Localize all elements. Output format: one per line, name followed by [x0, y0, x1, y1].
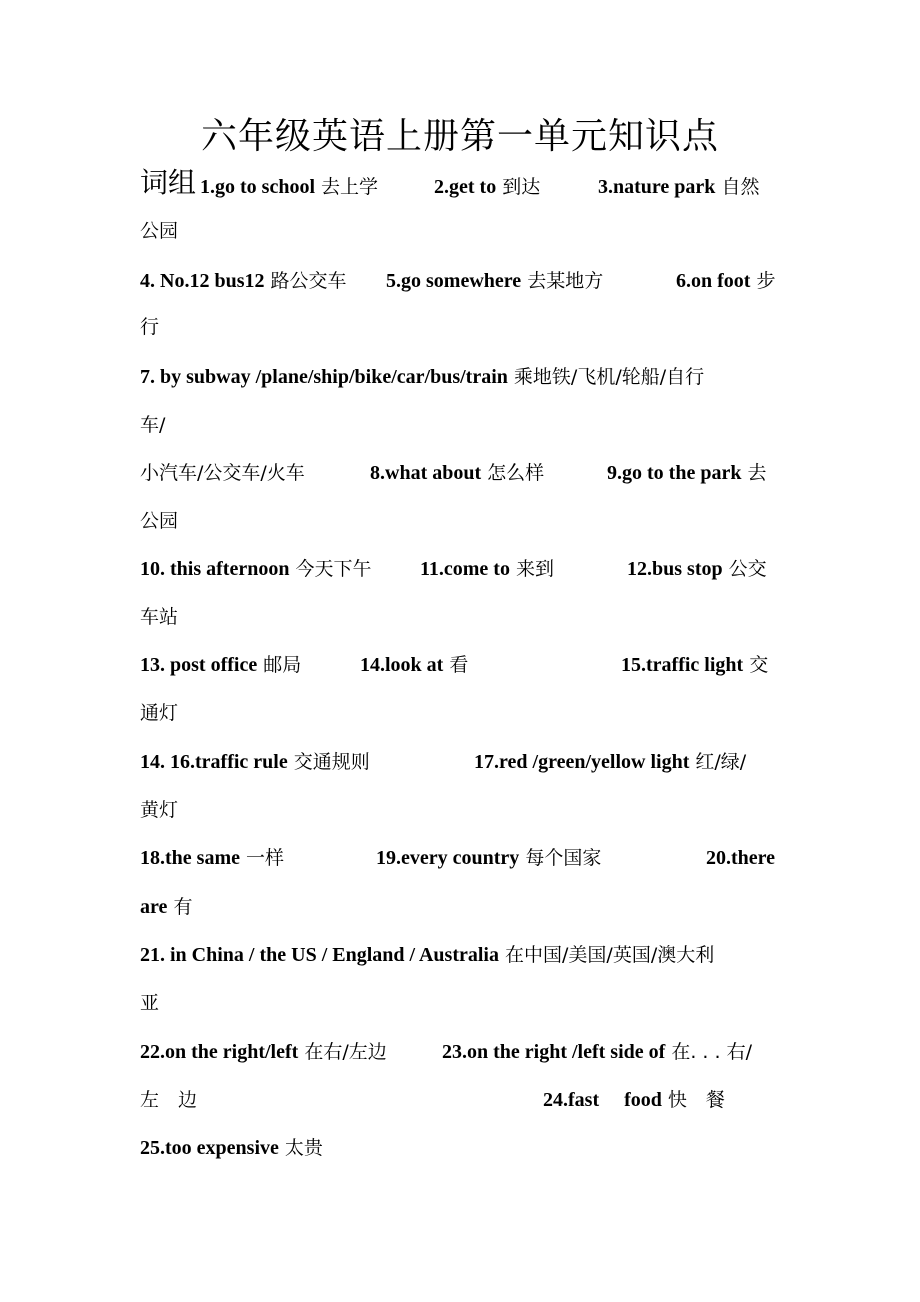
phrase-english: 5.go somewhere	[386, 270, 522, 292]
phrase-item	[140, 795, 178, 825]
phrase-item	[621, 650, 768, 680]
phrase-english: 20.there	[706, 847, 776, 869]
phrase-item	[360, 650, 468, 680]
phrase-chinese: 怎么样	[481, 462, 545, 484]
phrase-chinese: 左 边	[140, 1089, 198, 1111]
phrase-chinese: 公交	[722, 558, 767, 580]
phrase-english: 13. post office	[140, 654, 258, 676]
phrase-item	[607, 458, 767, 488]
phrase-item	[434, 172, 540, 202]
section-label: 词组	[140, 166, 197, 199]
phrase-item	[140, 1133, 323, 1163]
phrase-item	[140, 554, 372, 584]
phrase-chinese: 快 餐	[661, 1089, 725, 1111]
phrase-english: 6.on foot	[676, 270, 751, 292]
phrase-chinese: 邮局	[257, 654, 302, 676]
phrase-chinese: 去上学	[315, 176, 379, 198]
phrase-item	[140, 362, 704, 392]
phrase-item	[370, 458, 544, 488]
phrase-english: 10. this afternoon	[140, 558, 290, 580]
phrase-item	[140, 698, 178, 728]
phrase-english: 21. in China / the US / England / Australia	[140, 944, 499, 966]
phrase-english: 12.bus stop	[627, 558, 723, 580]
phrase-item	[140, 506, 178, 536]
phrase-english: 18.the same	[140, 847, 240, 869]
phrase-chinese: 今天下午	[289, 558, 372, 580]
phrase-item	[140, 602, 178, 632]
phrase-chinese: 车站	[140, 606, 179, 628]
phrase-chinese: 红/绿/	[689, 751, 747, 773]
phrase-chinese: 步	[750, 270, 776, 292]
phrase-english: 24.fast food	[543, 1089, 662, 1111]
phrase-item	[140, 747, 370, 777]
phrase-english: 14.look at	[360, 654, 444, 676]
phrase-chinese: 路公交车	[264, 270, 347, 292]
phrase-chinese: 自然	[715, 176, 760, 198]
phrase-english: 25.too expensive	[140, 1137, 279, 1159]
phrase-chinese: 看	[443, 654, 469, 676]
phrase-chinese: 一样	[239, 847, 285, 869]
phrase-item	[474, 747, 746, 777]
phrase-item	[140, 216, 178, 246]
phrase-item	[442, 1037, 752, 1067]
phrase-chinese: 去	[741, 462, 767, 484]
phrase-item	[420, 554, 554, 584]
phrase-chinese: 黄灯	[140, 799, 179, 821]
phrase-chinese: 去某地方	[521, 270, 604, 292]
phrase-english: are	[140, 896, 168, 918]
phrase-chinese: 通灯	[140, 702, 179, 724]
phrase-english: 1.go to school	[200, 176, 315, 198]
phrase-english: 22.on the right/left	[140, 1041, 299, 1063]
phrase-english: 7. by subway /plane/ship/bike/car/bus/train	[140, 366, 508, 388]
phrase-chinese: 在. . . 右/	[665, 1041, 752, 1063]
phrase-chinese: 行	[140, 316, 160, 338]
phrase-item	[140, 843, 284, 873]
phrase-item	[200, 172, 378, 202]
page-title: 六年级英语上册第一单元知识点	[200, 116, 719, 156]
phrase-chinese: 公园	[140, 220, 179, 242]
phrase-item	[140, 940, 714, 970]
phrase-item	[140, 312, 159, 342]
phrase-chinese: 亚	[140, 992, 160, 1014]
phrase-english: 19.every country	[376, 847, 520, 869]
phrase-item	[140, 458, 305, 488]
phrase-item	[140, 1085, 197, 1115]
phrase-chinese: 在中国/美国/英国/澳大利	[498, 944, 715, 966]
phrase-english: 3.nature park	[598, 176, 716, 198]
phrase-chinese: 交通规则	[287, 751, 370, 773]
phrase-chinese: 车/	[140, 414, 166, 436]
phrase-chinese: 到达	[496, 176, 541, 198]
phrase-chinese: 有	[167, 896, 193, 918]
phrase-english: 9.go to the park	[607, 462, 742, 484]
phrase-item	[140, 892, 192, 922]
phrase-english: 8.what about	[370, 462, 482, 484]
phrase-item	[706, 843, 775, 873]
phrase-item	[543, 1085, 725, 1115]
phrase-chinese: 交	[743, 654, 769, 676]
phrase-item	[627, 554, 767, 584]
phrase-item	[386, 266, 603, 296]
phrase-item	[376, 843, 601, 873]
phrase-english: 17.red /green/yellow light	[474, 751, 690, 773]
phrase-chinese: 每个国家	[519, 847, 602, 869]
phrase-chinese: 小汽车/公交车/火车	[140, 462, 305, 484]
phrase-english: 14. 16.traffic rule	[140, 751, 288, 773]
phrase-item	[140, 266, 347, 296]
phrase-chinese: 在右/左边	[298, 1041, 387, 1063]
phrase-item	[598, 172, 759, 202]
phrase-chinese: 乘地铁/飞机/轮船/自行	[507, 366, 705, 388]
phrase-english: 2.get to	[434, 176, 497, 198]
phrase-item	[140, 988, 159, 1018]
phrase-item	[140, 1037, 387, 1067]
phrase-item	[140, 410, 165, 440]
phrase-item	[140, 650, 301, 680]
phrase-chinese: 来到	[509, 558, 555, 580]
phrase-chinese: 公园	[140, 510, 179, 532]
phrase-item	[676, 266, 776, 296]
phrase-english: 11.come to	[420, 558, 510, 580]
phrase-chinese: 太贵	[278, 1137, 323, 1159]
phrase-english: 4. No.12 bus12	[140, 270, 265, 292]
phrase-english: 23.on the right /left side of	[442, 1041, 666, 1063]
phrase-english: 15.traffic light	[621, 654, 744, 676]
